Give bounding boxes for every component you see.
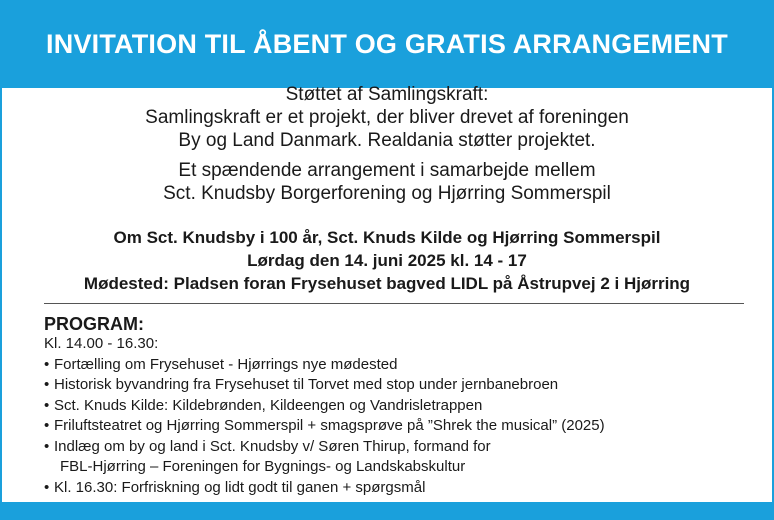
- footer-bar: [0, 502, 774, 520]
- divider: [44, 303, 744, 304]
- list-item-continuation: FBL-Hjørring – Foreningen for Bygnings- og Landskabskultur: [60, 458, 466, 475]
- event-date: Lørdag den 14. juni 2025 kl. 14 - 17: [247, 251, 527, 270]
- collab-text-2: Sct. Knudsby Borgerforening og Hjørring Sommerspil: [163, 183, 611, 204]
- list-item: • Kl. 16.30: Forfriskning og lidt godt til ganen + spørgsmål: [44, 478, 744, 499]
- program-title: PROGRAM:: [44, 314, 144, 334]
- support-heading: Støttet af Samlingskraft:: [285, 84, 489, 105]
- list-item: • Friluftsteatret og Hjørring Sommerspil + smagsprøve på ”Shrek the musical” (2025): [44, 416, 744, 437]
- bullet-icon: •: [44, 355, 50, 373]
- list-item: • Historisk byvandring fra Frysehuset til Torvet med stop under jernbanebroen: [44, 375, 744, 396]
- bullet-icon: •: [44, 396, 50, 414]
- collab-text-1: Et spændende arrangement i samarbejde mellem: [178, 160, 596, 181]
- bullet-icon: •: [44, 417, 50, 434]
- list-item: • Sct. Knuds Kilde: Kildebrønden, Kildeengen og Vandrisletrappen: [44, 396, 744, 417]
- invitation-title: INVITATION TIL ÅBENT OG GRATIS ARRANGEMENT: [46, 28, 728, 59]
- support-text-2: By og Land Danmark. Realdania støtter projektet.: [178, 130, 596, 151]
- event-info: [0, 226, 774, 295]
- title-banner: [0, 0, 774, 88]
- program-time: Kl. 14.00 - 16.30:: [44, 335, 159, 352]
- event-topic: Om Sct. Knudsby i 100 år, Sct. Knuds Kilde og Hjørring Sommerspil: [113, 228, 661, 247]
- list-item: • Indlæg om by og land i Sct. Knudsby v/ Søren Thirup, formand for: [44, 437, 744, 458]
- bullet-icon: •: [44, 437, 50, 455]
- event-location: Mødested: Pladsen foran Frysehuset bagved LIDL på Åstrupvej 2 i Hjørring: [83, 274, 691, 293]
- support-text-1: Samlingskraft er et projekt, der bliver drevet af foreningen: [145, 107, 629, 128]
- bullet-icon: •: [44, 478, 50, 496]
- intro-section: [0, 83, 774, 205]
- bullet-icon: •: [44, 376, 50, 393]
- program-list: [44, 355, 744, 499]
- program-section: [44, 314, 744, 498]
- list-item: • Fortælling om Frysehuset - Hjørrings nye mødested: [44, 355, 744, 376]
